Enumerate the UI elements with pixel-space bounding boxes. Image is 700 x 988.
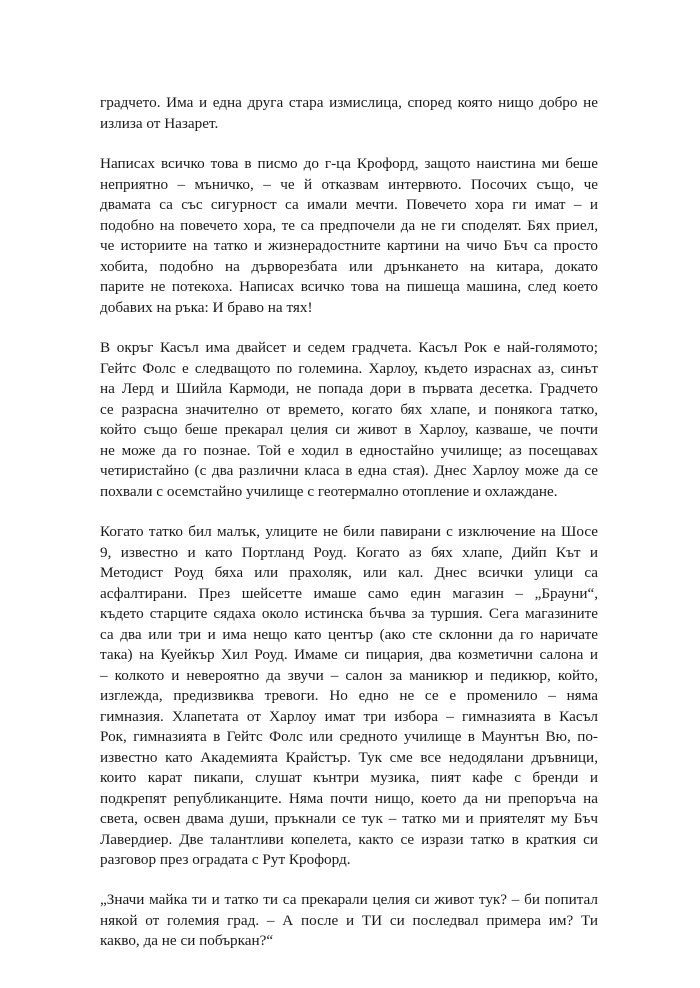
text-line: Рок, гимназията в Гейтс Фолс или средното училище в Маунтън Вю, по- (100, 728, 598, 745)
text-line: излиза от Назарет. (100, 115, 219, 132)
text-line: гимназия. Хлапетата от Харлоу имат три избора – гимназията в Касъл (100, 708, 598, 725)
text-line: се разрасна значително от времето, когато бях хлапе, и понякога татко, (100, 401, 598, 418)
text-line: подкрепят републиканците. Няма почти нищо, което да ни препоръча на (100, 790, 598, 807)
text-line: градчето. Има и една друга стара измислица, според която нищо добро не (100, 94, 598, 111)
text-line: които карат пикапи, слушат кънтри музика, пият кафе с бренди и (100, 769, 598, 786)
text-line: „Значи майка ти и татко ти са прекарали целия си живот тук? – би попитал (100, 891, 598, 908)
text-line: че историите на татко и жизнерадостните картини на чичо Бъч са просто (100, 237, 598, 254)
text-line: двамата са със сигурност са имали мечти. Повечето хора ги имат – и (100, 196, 598, 213)
text-line: Методист Роуд бяха или прахоляк, или кал. Днес всички улици са (100, 564, 598, 581)
text-line: където старците сядаха около истинска бъчва за туршия. Сега магазините (100, 605, 598, 622)
text-line: някой от големия град. – А после и ТИ си последвал примера им? Ти (100, 912, 598, 929)
text-line: не може да го познае. Той е ходил в едностайно училище; аз посещавах (100, 442, 598, 459)
text-line: Когато татко бил малък, улиците не били павирани с изключение на Шосе (100, 523, 598, 540)
text-line: изглежда, предизвиква тревоги. Но едно не се е променило – няма (100, 687, 598, 704)
text-line: В окръг Касъл има двайсет и седем градчета. Касъл Рок е най-голямото; (100, 339, 598, 356)
text-line: похвали с осемстайно училище с геотермално отопление и охлаждане. (100, 483, 558, 500)
text-line: който също беше прекарал целия си живот в Харлоу, казваше, че почти (100, 421, 598, 438)
text-line: добавих на ръка: И браво на тях! (100, 299, 313, 316)
text-line: Лавердиер. Две талантливи копелета, както се изрази татко в краткия си (100, 831, 598, 848)
text-line: какво, да не си побъркан?“ (100, 932, 274, 949)
text-line: 9, известно и като Портланд Роуд. Когато аз бях хлапе, Дийп Кът и (100, 544, 598, 561)
text-line: неприятно – мъничко, – че й отказвам интервюто. Посочих също, че (100, 176, 598, 193)
text-line: на Лерд и Шийла Кармоди, не попада дори в първата десетка. Градчето (100, 380, 598, 397)
text-line: известно като Академията Крайстър. Тук сме все недодялани дръвници, (100, 749, 598, 766)
text-line: четиристайно (с два различни класа в една стая). Днес Харлоу може да се (100, 462, 598, 479)
text-line: Гейтс Фолс е следващото по големина. Харлоу, където израснах аз, синът (100, 360, 598, 377)
text-line: парите не потекоха. Написах всичко това на пишеща машина, след което (100, 278, 598, 295)
text-line: хобита, подобно на дърворезбата или дрънкането на китара, докато (100, 258, 598, 275)
text-line: разговор през оградата с Рут Крофорд. (100, 851, 351, 868)
text-line: подобно на повечето хора, те са предпочели да не ги споделят. Бях приел, (100, 217, 598, 234)
text-line: – колкото и невероятно да звучи – салон за маникюр и педикюр, който, (100, 667, 598, 684)
text-line: асфалтирани. През шейсетте имаше само един магазин – „Брауни“, (100, 585, 598, 602)
text-line: така) на Куейкър Хил Роуд. Имаме си пицария, два козметични салона и (100, 646, 598, 663)
text-line: Написах всичко това в писмо до г-ца Крофорд, защото наистина ми беше (100, 155, 598, 172)
text-line: света, освен двама души, пръкнали се тук – татко ми и приятелят му Бъч (100, 810, 598, 827)
text-line: са два или три и има нещо като център (ако сте склонни да го наричате (100, 626, 598, 643)
